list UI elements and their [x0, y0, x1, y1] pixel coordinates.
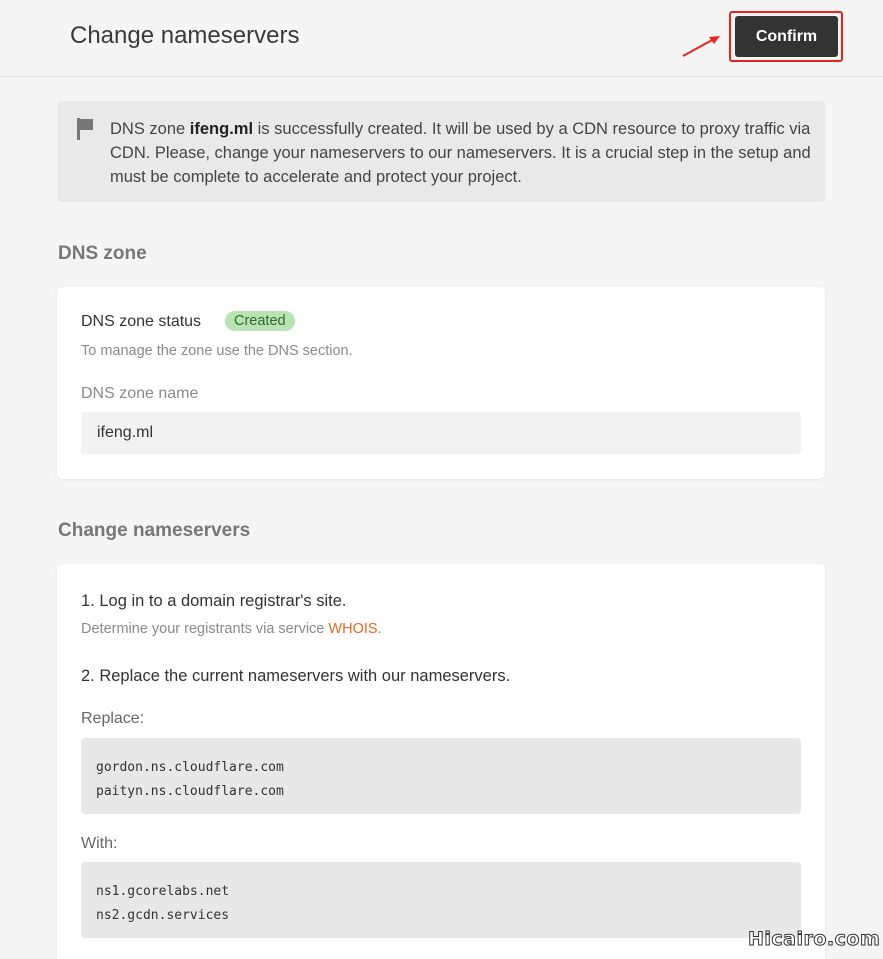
- replace-label: Replace:: [81, 710, 145, 727]
- watermark: Hicairo.com: [748, 928, 881, 950]
- dns-zone-status-label: DNS zone status: [81, 313, 202, 330]
- step2-title: 2. Replace the current nameservers with our nameservers.: [81, 667, 511, 685]
- page-title: Change nameservers: [70, 22, 300, 49]
- notice-text-start: DNS zone: [110, 120, 190, 138]
- notice-zone-name: ifeng.ml: [189, 120, 254, 138]
- step1-hint-end: .: [377, 621, 382, 637]
- dns-zone-name-field: ifeng.ml: [81, 412, 801, 454]
- whois-link[interactable]: WHOIS: [328, 621, 378, 637]
- dns-zone-heading: DNS zone: [58, 243, 147, 264]
- step1-hint-text: Determine your registrants via service: [81, 621, 329, 637]
- step1-title: 1. Log in to a domain registrar's site.: [81, 592, 347, 610]
- page-header: [0, 0, 883, 77]
- dns-zone-card: [57, 287, 825, 479]
- new-nameservers-box[interactable]: [81, 862, 801, 938]
- step1-hint: [81, 621, 382, 637]
- annotation-arrow: [680, 32, 722, 60]
- dns-section-hint: To manage the zone use the DNS section.: [81, 343, 353, 359]
- new-nameserver-2: ns2.gcdn.services: [96, 908, 230, 923]
- confirm-button[interactable]: Confirm: [735, 16, 838, 57]
- current-nameservers-box[interactable]: [81, 738, 801, 814]
- nameservers-card: [57, 564, 825, 959]
- change-nameservers-heading: Change nameservers: [58, 520, 251, 541]
- new-nameserver-1: ns1.gcorelabs.net: [96, 884, 230, 899]
- dns-zone-name-label: DNS zone name: [81, 385, 199, 402]
- with-label: With:: [81, 835, 118, 852]
- notice-message: [110, 117, 815, 189]
- flag-icon: [75, 117, 95, 141]
- success-notice: [57, 101, 825, 202]
- current-nameserver-1: gordon.ns.cloudflare.com: [96, 760, 284, 775]
- notice-text-end: is successfully created. It will be used by a CDN resource to proxy traffic via CDN. Please, change your nameservers to our nameservers. It is a crucial step in the setup and must be complete to accelerate and protect your project.: [110, 120, 811, 186]
- current-nameserver-2: paityn.ns.cloudflare.com: [96, 784, 284, 799]
- status-badge: Created: [225, 311, 295, 331]
